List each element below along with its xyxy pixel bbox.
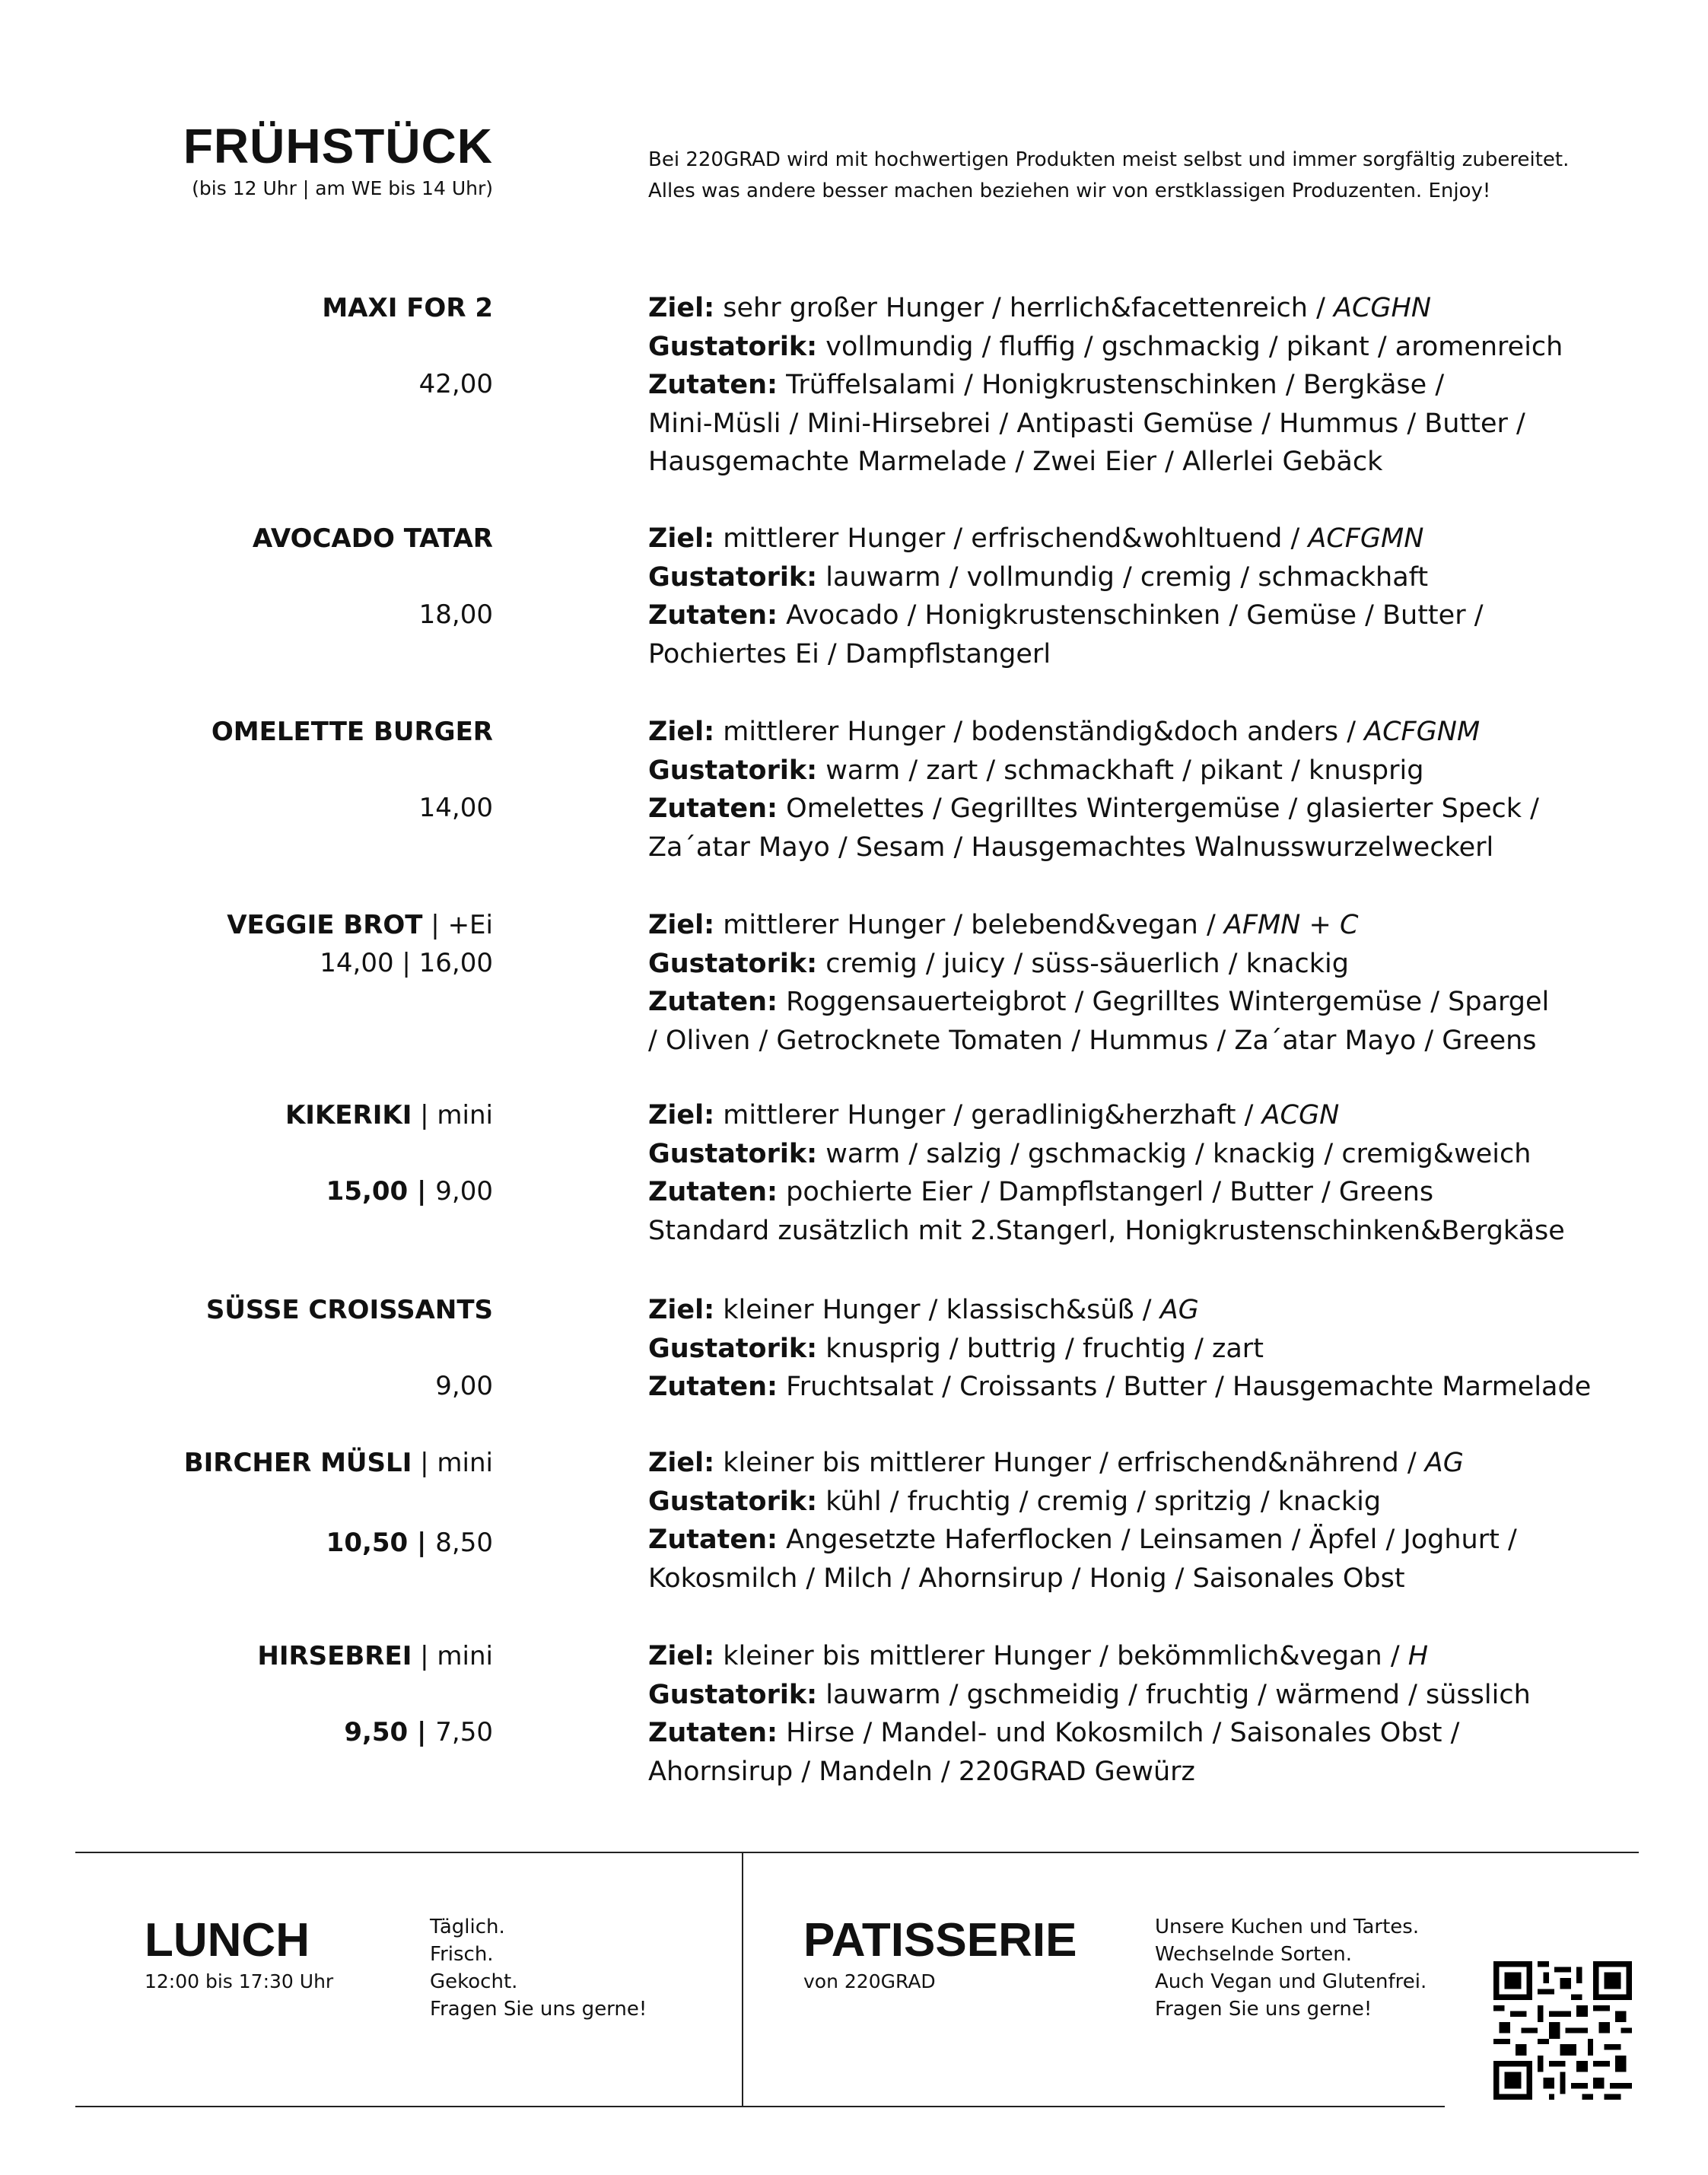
patisserie-title: PATISSERIE	[803, 1914, 1077, 1967]
patisserie-subtitle: von 220GRAD	[803, 1970, 936, 1992]
patisserie-desc-line: Fragen Sie uns gerne!	[1155, 1998, 1372, 2021]
item-description	[648, 906, 1637, 1060]
patisserie-desc-line: Auch Vegan und Glutenfrei.	[1155, 1970, 1427, 1993]
item-price: 15,00 | 9,00	[326, 1176, 493, 1207]
item-extra-line: Kokosmilch / Milch / Ahornsirup / Honig / Saisonales Obst	[648, 1563, 1405, 1594]
lunch-title: LUNCH	[145, 1914, 310, 1967]
item-allergens: AFMN + C	[1223, 910, 1359, 940]
item-price: 9,00	[435, 1371, 493, 1401]
qr-code-icon[interactable]	[1493, 1961, 1632, 2100]
item-zutaten-line: Zutaten: Omelettes / Gegrilltes Wintergemüse / glasierter Speck /	[648, 793, 1539, 824]
item-ziel-line: Ziel: mittlerer Hunger / erfrischend&wohltuend / ACFGMN	[648, 523, 1424, 554]
item-name: AVOCADO TATAR	[252, 523, 493, 554]
item-ziel-line: Ziel: kleiner Hunger / klassisch&süß / AG	[648, 1295, 1199, 1325]
item-gustatorik-line: Gustatorik: warm / salzig / gschmackig / knackig / cremig&weich	[648, 1138, 1531, 1169]
item-description	[648, 1291, 1637, 1407]
lunch-desc-line: Täglich.	[430, 1916, 505, 1938]
lunch-desc-line: Frisch.	[430, 1943, 494, 1966]
item-allergens: AG	[1159, 1295, 1199, 1325]
item-allergens: ACFGMN	[1308, 523, 1424, 554]
item-extra-line: Ahornsirup / Mandeln / 220GRAD Gewürz	[648, 1756, 1195, 1787]
item-gustatorik-line: Gustatorik: cremig / juicy / süss-säuerlich / knackig	[648, 948, 1349, 979]
item-price: 18,00	[418, 599, 493, 630]
item-name: BIRCHER MÜSLI | mini	[183, 1448, 493, 1478]
item-description	[648, 520, 1637, 673]
item-name: HIRSEBREI | mini	[257, 1641, 493, 1671]
footer-divider	[742, 1852, 743, 2107]
patisserie-desc-line: Wechselnde Sorten.	[1155, 1943, 1352, 1966]
item-description	[648, 1637, 1637, 1791]
item-zutaten-line: Zutaten: Trüffelsalami / Honigkrustenschinken / Bergkäse /	[648, 370, 1445, 400]
item-price: 9,50 | 7,50	[344, 1717, 493, 1747]
item-allergens: ACGN	[1261, 1100, 1340, 1130]
item-extra-line: Hausgemachte Marmelade / Zwei Eier / Allerlei Gebäck	[648, 447, 1383, 477]
page-subtitle: (bis 12 Uhr | am WE bis 14 Uhr)	[192, 177, 493, 199]
item-zutaten-line: Zutaten: Roggensauerteigbrot / Gegrilltes Wintergemüse / Spargel	[648, 987, 1550, 1017]
item-name: OMELETTE BURGER	[211, 717, 493, 747]
item-extra-line: Za´atar Mayo / Sesam / Hausgemachtes Walnusswurzelweckerl	[648, 832, 1494, 863]
lunch-description	[430, 1913, 647, 2023]
intro-line-2: Alles was andere besser machen beziehen wir von erstklassigen Produzenten. Enjoy!	[648, 180, 1491, 202]
item-gustatorik-line: Gustatorik: kühl / fruchtig / cremig / spritzig / knackig	[648, 1486, 1382, 1517]
item-gustatorik-line: Gustatorik: lauwarm / vollmundig / cremig / schmackhaft	[648, 561, 1429, 593]
item-ziel-line: Ziel: mittlerer Hunger / belebend&vegan / AFMN + C	[648, 910, 1359, 940]
item-zutaten-line: Zutaten: Avocado / Honigkrustenschinken / Gemüse / Butter /	[648, 600, 1484, 631]
item-gustatorik-line: Gustatorik: vollmundig / fluffig / gschmackig / pikant / aromenreich	[648, 331, 1563, 362]
item-description	[648, 289, 1637, 482]
item-ziel-line: Ziel: mittlerer Hunger / bodenständig&doch anders / ACFGNM	[648, 717, 1481, 747]
item-extra-line: Pochiertes Ei / Dampflstangerl	[648, 638, 1051, 669]
lunch-hours: 12:00 bis 17:30 Uhr	[145, 1970, 334, 1992]
item-zutaten-line: Zutaten: Hirse / Mandel- und Kokosmilch / Saisonales Obst /	[648, 1718, 1460, 1748]
item-price: 14,00 | 16,00	[320, 948, 493, 978]
item-zutaten-line: Zutaten: Angesetzte Haferflocken / Leinsamen / Äpfel / Joghurt /	[648, 1525, 1517, 1555]
item-ziel-line: Ziel: sehr großer Hunger / herrlich&facettenreich / ACGHN	[648, 293, 1432, 323]
intro-line-1: Bei 220GRAD wird mit hochwertigen Produkten meist selbst und immer sorgfältig zubereitet.	[648, 148, 1570, 171]
item-ziel-line: Ziel: kleiner bis mittlerer Hunger / bekömmlich&vegan / H	[648, 1641, 1429, 1671]
item-allergens: ACFGNM	[1364, 717, 1481, 747]
item-gustatorik-line: Gustatorik: knusprig / buttrig / fruchtig / zart	[648, 1333, 1264, 1364]
footer-bottom-rule	[75, 2106, 1445, 2107]
patisserie-desc-line: Unsere Kuchen und Tartes.	[1155, 1916, 1420, 1938]
item-zutaten-line: Zutaten: Fruchtsalat / Croissants / Butter / Hausgemachte Marmelade	[648, 1372, 1592, 1402]
patisserie-description	[1155, 1913, 1427, 2023]
intro-text	[648, 145, 1637, 207]
item-allergens: AG	[1424, 1448, 1464, 1478]
item-ziel-line: Ziel: mittlerer Hunger / geradlinig&herzhaft / ACGN	[648, 1100, 1340, 1130]
item-price: 14,00	[418, 793, 493, 823]
item-zutaten-line: Zutaten: pochierte Eier / Dampflstangerl / Butter / Greens	[648, 1177, 1434, 1207]
item-extra-line: Standard zusätzlich mit 2.Stangerl, Honigkrustenschinken&Bergkäse	[648, 1215, 1565, 1246]
lunch-desc-line: Fragen Sie uns gerne!	[430, 1998, 647, 2021]
item-price: 42,00	[418, 369, 493, 399]
footer-top-rule	[75, 1852, 1639, 1853]
item-price: 10,50 | 8,50	[326, 1528, 493, 1558]
item-extra-line: Mini-Müsli / Mini-Hirsebrei / Antipasti Gemüse / Hummus / Butter /	[648, 408, 1525, 439]
item-description	[648, 713, 1637, 867]
page-title: FRÜHSTÜCK	[183, 119, 493, 173]
item-allergens: ACGHN	[1334, 293, 1432, 323]
lunch-desc-line: Gekocht.	[430, 1970, 518, 1993]
item-gustatorik-line: Gustatorik: warm / zart / schmackhaft / pikant / knusprig	[648, 755, 1424, 786]
item-description	[648, 1444, 1637, 1598]
item-extra-line: / Oliven / Getrocknete Tomaten / Hummus / Za´atar Mayo / Greens	[648, 1025, 1537, 1056]
item-name: VEGGIE BROT | +Ei	[227, 910, 493, 940]
item-name: SÜSSE CROISSANTS	[205, 1295, 493, 1325]
item-allergens: H	[1407, 1641, 1429, 1671]
item-ziel-line: Ziel: kleiner bis mittlerer Hunger / erfrischend&nährend / AG	[648, 1448, 1464, 1478]
item-description	[648, 1096, 1637, 1250]
item-gustatorik-line: Gustatorik: lauwarm / gschmeidig / fruchtig / wärmend / süsslich	[648, 1679, 1531, 1710]
item-name: KIKERIKI | mini	[285, 1100, 493, 1130]
item-name: MAXI FOR 2	[322, 293, 493, 323]
